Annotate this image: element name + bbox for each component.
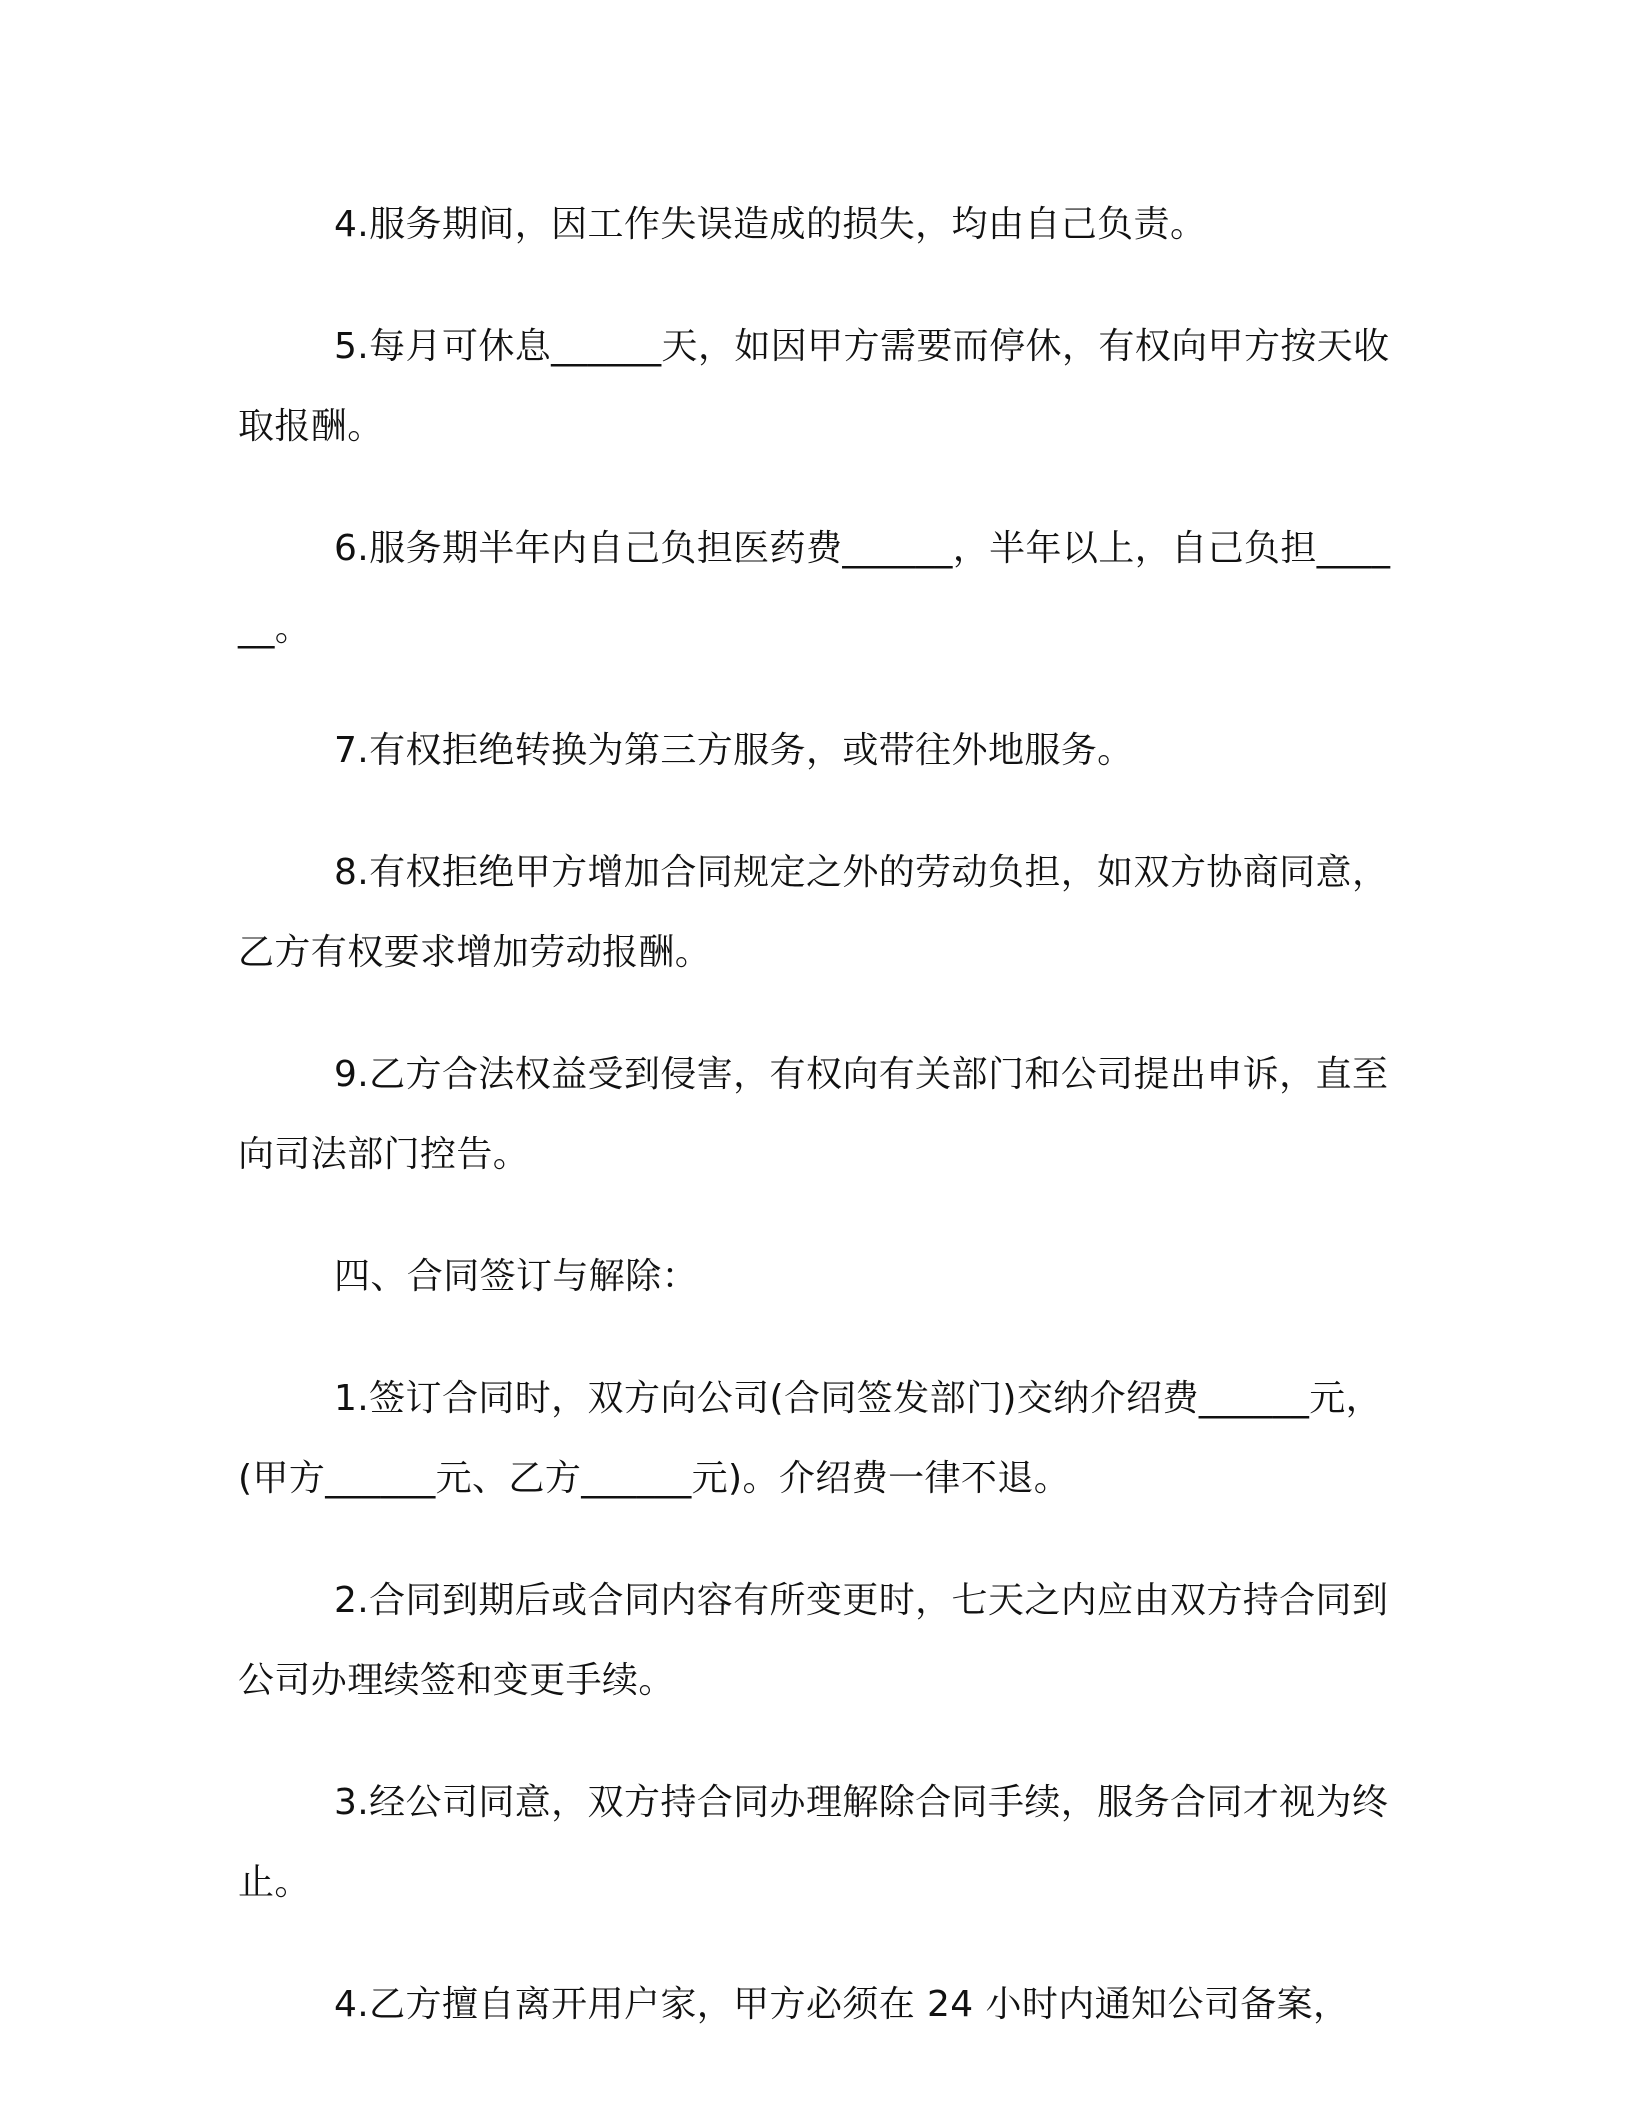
clause-3-6: 6.服务期半年内自己负担医药费______，半年以上，自己负担______。 [238,528,1391,649]
clause-3-7: 7.有权拒绝转换为第三方服务，或带往外地服务。 [334,730,1134,771]
clause-4-3: 3.经公司同意，双方持合同办理解除合同手续，服务合同才视为终止。 [238,1782,1389,1903]
section-heading-4: 四、合同签订与解除： [334,1256,699,1297]
clause-3-9: 9.乙方合法权益受到侵害，有权向有关部门和公司提出申诉，直至向司法部门控告。 [238,1054,1389,1175]
clause-4-2: 2.合同到期后或合同内容有所变更时，七天之内应由双方持合同到公司办理续签和变更手续。 [238,1580,1389,1701]
document-body [238,185,1398,2087]
clause-3-4: 4.服务期间，因工作失误造成的损失，均由自己负责。 [334,204,1207,245]
clause-3-5: 5.每月可休息______天，如因甲方需要而停休，有权向甲方按天收取报酬。 [238,326,1390,447]
clause-4-1: 1.签订合同时，双方向公司(合同签发部门)交纳介绍费______元，(甲方______元、乙方______元)。介绍费一律不退。 [238,1378,1383,1499]
clause-4-4: 4.乙方擅自离开用户家，甲方必须在 24 小时内通知公司备案， [334,1984,1350,2025]
clause-3-8: 8.有权拒绝甲方增加合同规定之外的劳动负担，如双方协商同意，乙方有权要求增加劳动报酬。 [238,852,1389,973]
